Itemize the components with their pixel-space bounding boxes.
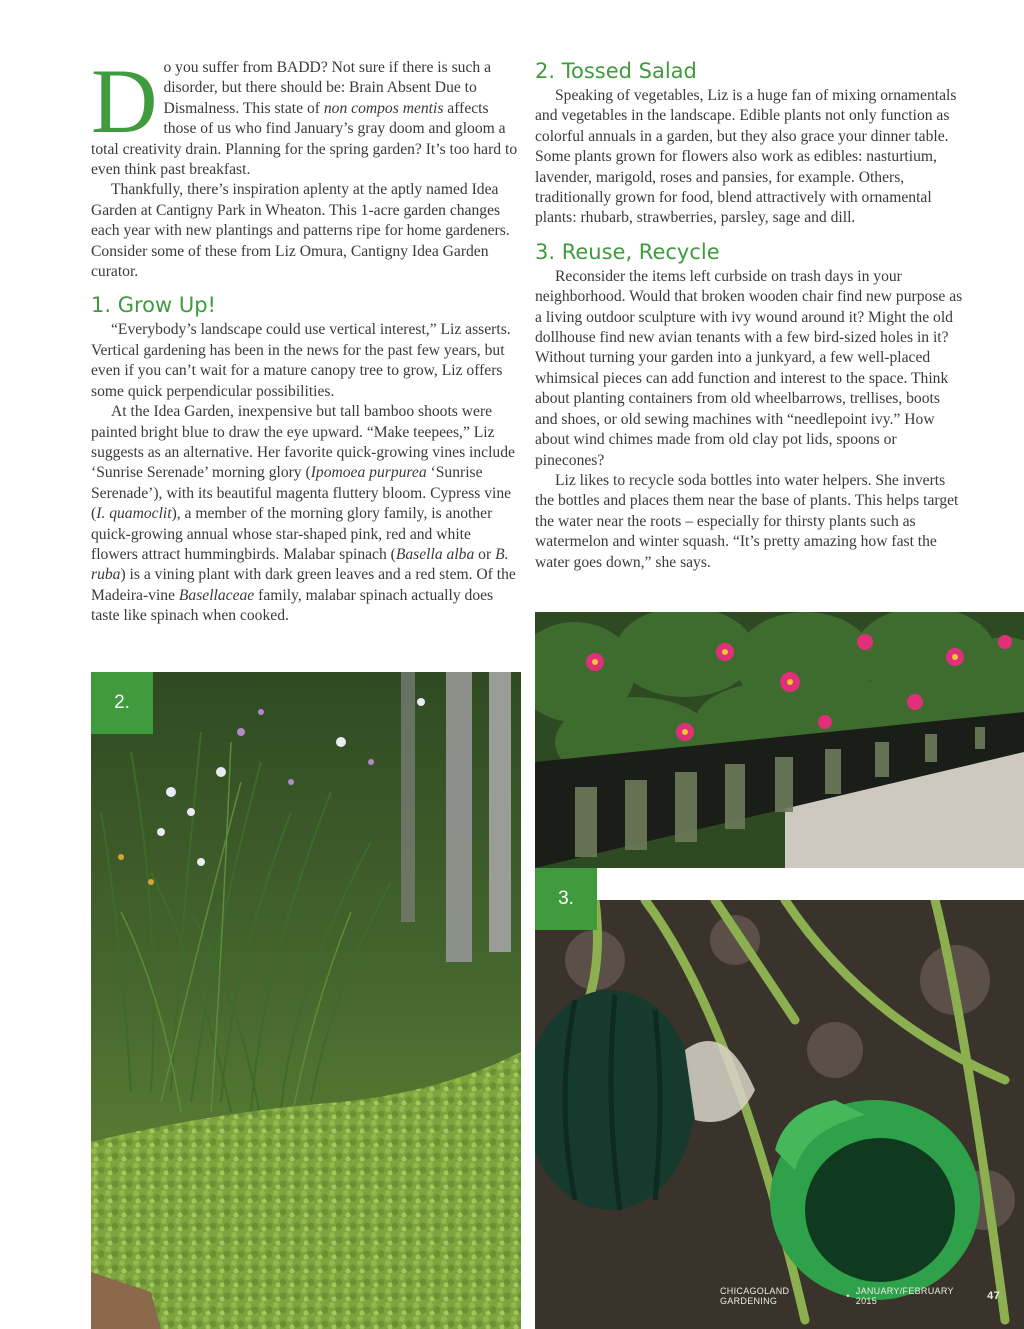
grow-up-paragraph-1: “Everybody’s landscape could use vertical interest,” Liz asserts. Vertical gardening has been in the news for the past few years, but even if you can’t wait for a mature canopy tree to grow, Liz offers some quick perpendicular possibilities. [91, 321, 511, 400]
tossed-salad-paragraph: Speaking of vegetables, Liz is a huge fan of mixing ornamentals and vegetables in the landscape. Edible plants not only function as colorful annuals in a garden, but they also grace your dinner table. Some plants grown for flowers also work as edibles: nasturtium, lavender, marigold, roses and pansies, for example. Others, traditionally grown for food, blend attractively with ornamental plants: rhubarb, strawberries, parsley, sage and dill. [535, 87, 957, 227]
footer-separator: • [846, 1291, 850, 1301]
photo-badge-3: 3. [535, 868, 597, 930]
grow-up-paragraph-2: At the Idea Garden, inexpensive but tall bamboo shoots were painted bright blue to draw the eye upward. “Make teepees,” Liz suggests as an alternative. Her favorite quick-growing vines include ‘Sunrise Serenade’ morning glory (Ipomoea purpurea ‘Sunrise Serenade’), with its beautiful magenta fluttery bloom. Cypress vine (I. quamoclit), a member of the morning glory family, is another quick-growing annual whose star-shaped pink, red and white flowers attract hummingbirds. Malabar spinach (Basella alba or B. ruba) is a vining plant with dark green leaves and a red stem. Of the Madeira-vine Basellaceae family, malabar spinach actually does taste like spinach when cooked. [91, 403, 516, 625]
page-footer [720, 1286, 1000, 1306]
photo-squash-bottle [535, 900, 1024, 1329]
photo-lantana-bottles [535, 612, 1024, 868]
photo-grasses-garden [91, 672, 521, 1329]
right-column [535, 58, 965, 573]
reuse-paragraph-1: Reconsider the items left curbside on trash days in your neighborhood. Would that broken wooden chair find new purpose as a living outdoor sculpture with ivy wound around it? Might the old dollhouse find new avian tenants with a few bird-sized holes in it? Without turning your garden into a junkyard, a few well-placed whimsical pieces can add function and interest to the space. Think about planting containers from old wheelbarrows, trellises, boots and shoes, or old sewing machines with “needlepoint ivy.” How about wind chimes made from old clay pot lids, spoons or pinecones? [535, 267, 963, 469]
footer-magazine: CHICAGOLAND GARDENING [720, 1286, 790, 1306]
drop-cap: D [91, 50, 158, 152]
section-heading-tossed-salad: 2. Tossed Salad [535, 59, 697, 83]
footer-issue: JANUARY/FEBRUARY 2015 [855, 1286, 954, 1306]
intro-paragraph-2: Thankfully, there’s inspiration aplenty at the aptly named Idea Garden at Cantigny Park in Wheaton. This 1-acre garden changes each year with new plantings and patterns ripe for home gardeners. Consider some of these from Liz Omura, Cantigny Idea Garden curator. [91, 181, 510, 281]
section-heading-grow-up: 1. Grow Up! [91, 293, 216, 318]
left-column [91, 50, 521, 627]
section-heading-reuse-recycle: 3. Reuse, Recycle [535, 239, 720, 264]
photo-badge-2: 2. [91, 672, 153, 734]
reuse-paragraph-2: Liz likes to recycle soda bottles into water helpers. She inverts the bottles and places them near the base of plants. This helps target the water near the roots – especially for thirsty plants such as watermelon and winter squash. “It’s pretty amazing how fast the water goes down,” she says. [535, 471, 959, 571]
page-number: 47 [987, 1290, 1000, 1302]
intro-paragraph-1: Do you suffer from BADD? Not sure if there is such a disorder, but there should be: Brain Absent Due to Dismalness. This state of non compos mentis affects those of us who find January’s gray doom and gloom a total creativity drain. Planning for the spring garden? It’s too hard to even think past breakfast. [91, 50, 518, 179]
